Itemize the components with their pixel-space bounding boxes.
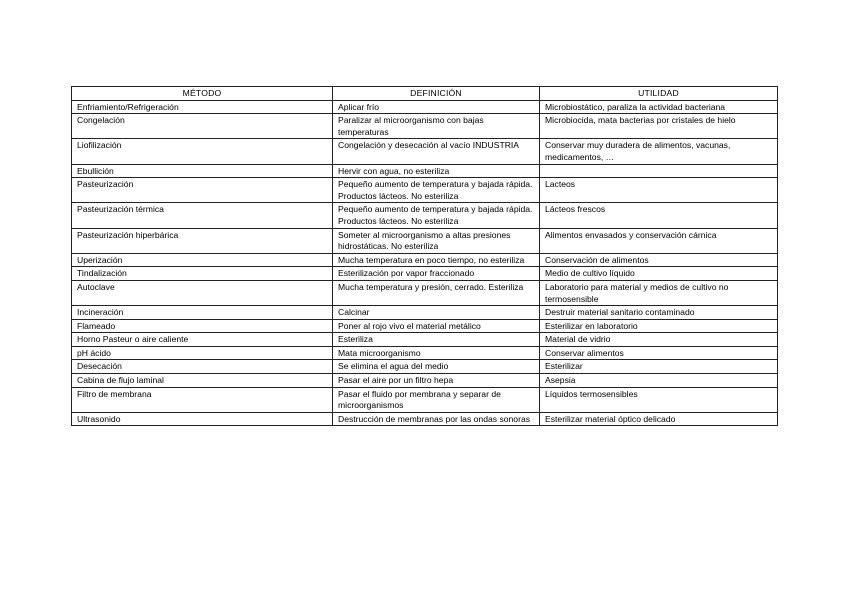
table-row <box>72 374 778 388</box>
cell-utilidad: Destruir material sanitario contaminado <box>540 306 778 320</box>
table-row <box>72 333 778 347</box>
cell-definicion: Se elimina el agua del medio <box>333 360 540 374</box>
cell-definicion: Mucha temperatura y presión, cerrado. Esteriliza <box>333 280 540 305</box>
cell-definicion: Destrucción de membranas por las ondas sonoras <box>333 412 540 426</box>
table-row <box>72 228 778 253</box>
table-row <box>72 164 778 178</box>
methods-table <box>71 86 778 426</box>
table-row <box>72 267 778 281</box>
table-row <box>72 319 778 333</box>
table-row <box>72 203 778 228</box>
cell-metodo: Congelación <box>72 114 333 139</box>
cell-metodo: Incineración <box>72 306 333 320</box>
cell-metodo: Enfriamiento/Refrigeración <box>72 100 333 114</box>
cell-utilidad: Microbiostático, paraliza la actividad bacteriana <box>540 100 778 114</box>
cell-utilidad: Lácteos frescos <box>540 203 778 228</box>
cell-utilidad: Medio de cultivo líquido <box>540 267 778 281</box>
cell-metodo: Filtro de membrana <box>72 387 333 412</box>
cell-definicion: Paralizar al microorganismo con bajas temperaturas <box>333 114 540 139</box>
table-row <box>72 139 778 164</box>
cell-definicion: Someter al microorganismo a altas presiones hidrostáticas. No esteriliza <box>333 228 540 253</box>
cell-metodo: Ultrasonido <box>72 412 333 426</box>
cell-definicion: Pequeño aumento de temperatura y bajada rápida. Productos lácteos. No esteriliza <box>333 178 540 203</box>
cell-metodo: Pasteurización <box>72 178 333 203</box>
cell-metodo: Ebullición <box>72 164 333 178</box>
cell-definicion: Calcinar <box>333 306 540 320</box>
table-row <box>72 306 778 320</box>
table-row <box>72 178 778 203</box>
table-row <box>72 280 778 305</box>
cell-metodo: Liofilización <box>72 139 333 164</box>
cell-definicion: Mata microorganismo <box>333 346 540 360</box>
table-row <box>72 114 778 139</box>
cell-definicion: Pequeño aumento de temperatura y bajada rápida. Productos lácteos. No esteriliza <box>333 203 540 228</box>
cell-utilidad: Laboratorio para material y medios de cultivo no termosensible <box>540 280 778 305</box>
cell-utilidad: Conservación de alimentos <box>540 253 778 267</box>
cell-utilidad: Esterilizar material óptico delicado <box>540 412 778 426</box>
cell-utilidad: Esterilizar <box>540 360 778 374</box>
cell-definicion: Poner al rojo vivo el material metálico <box>333 319 540 333</box>
cell-definicion: Aplicar frío <box>333 100 540 114</box>
table-row <box>72 100 778 114</box>
table-row <box>72 360 778 374</box>
cell-metodo: Flameado <box>72 319 333 333</box>
cell-metodo: Pasteurización térmica <box>72 203 333 228</box>
header-metodo: MÉTODO <box>72 87 333 101</box>
cell-metodo: Autoclave <box>72 280 333 305</box>
cell-definicion: Esteriliza <box>333 333 540 347</box>
cell-utilidad: Líquidos termosensibles <box>540 387 778 412</box>
cell-utilidad: Alimentos envasados y conservación cárnica <box>540 228 778 253</box>
cell-metodo: pH ácido <box>72 346 333 360</box>
table-header-row <box>72 87 778 101</box>
cell-definicion: Pasar el aire por un filtro hepa <box>333 374 540 388</box>
cell-definicion: Hervir con agua, no esteriliza <box>333 164 540 178</box>
cell-utilidad: Conservar muy duradera de alimentos, vacunas, medicamentos, … <box>540 139 778 164</box>
table-row <box>72 253 778 267</box>
cell-utilidad: Asepsia <box>540 374 778 388</box>
table-row <box>72 412 778 426</box>
cell-metodo: Uperización <box>72 253 333 267</box>
cell-definicion: Mucha temperatura en poco tiempo, no esteriliza <box>333 253 540 267</box>
cell-utilidad: Conservar alimentos <box>540 346 778 360</box>
cell-metodo: Horno Pasteur o aire caliente <box>72 333 333 347</box>
cell-utilidad: Esterilizar en laboratorio <box>540 319 778 333</box>
table-row <box>72 346 778 360</box>
header-utilidad: UTILIDAD <box>540 87 778 101</box>
cell-utilidad: Microbiocida, mata bacterias por cristales de hielo <box>540 114 778 139</box>
cell-metodo: Desecación <box>72 360 333 374</box>
header-definicion: DEFINICIÓN <box>333 87 540 101</box>
cell-metodo: Tindalización <box>72 267 333 281</box>
cell-metodo: Cabina de flujo laminal <box>72 374 333 388</box>
cell-metodo: Pasteurización hiperbárica <box>72 228 333 253</box>
cell-utilidad: Lacteos <box>540 178 778 203</box>
cell-utilidad: Material de vidrio <box>540 333 778 347</box>
table-row <box>72 387 778 412</box>
cell-definicion: Pasar el fluido por membrana y separar de microorganismos <box>333 387 540 412</box>
cell-definicion: Esterilización por vapor fraccionado <box>333 267 540 281</box>
cell-definicion: Congelación y desecación al vacío INDUSTRIA <box>333 139 540 164</box>
cell-utilidad <box>540 164 778 178</box>
